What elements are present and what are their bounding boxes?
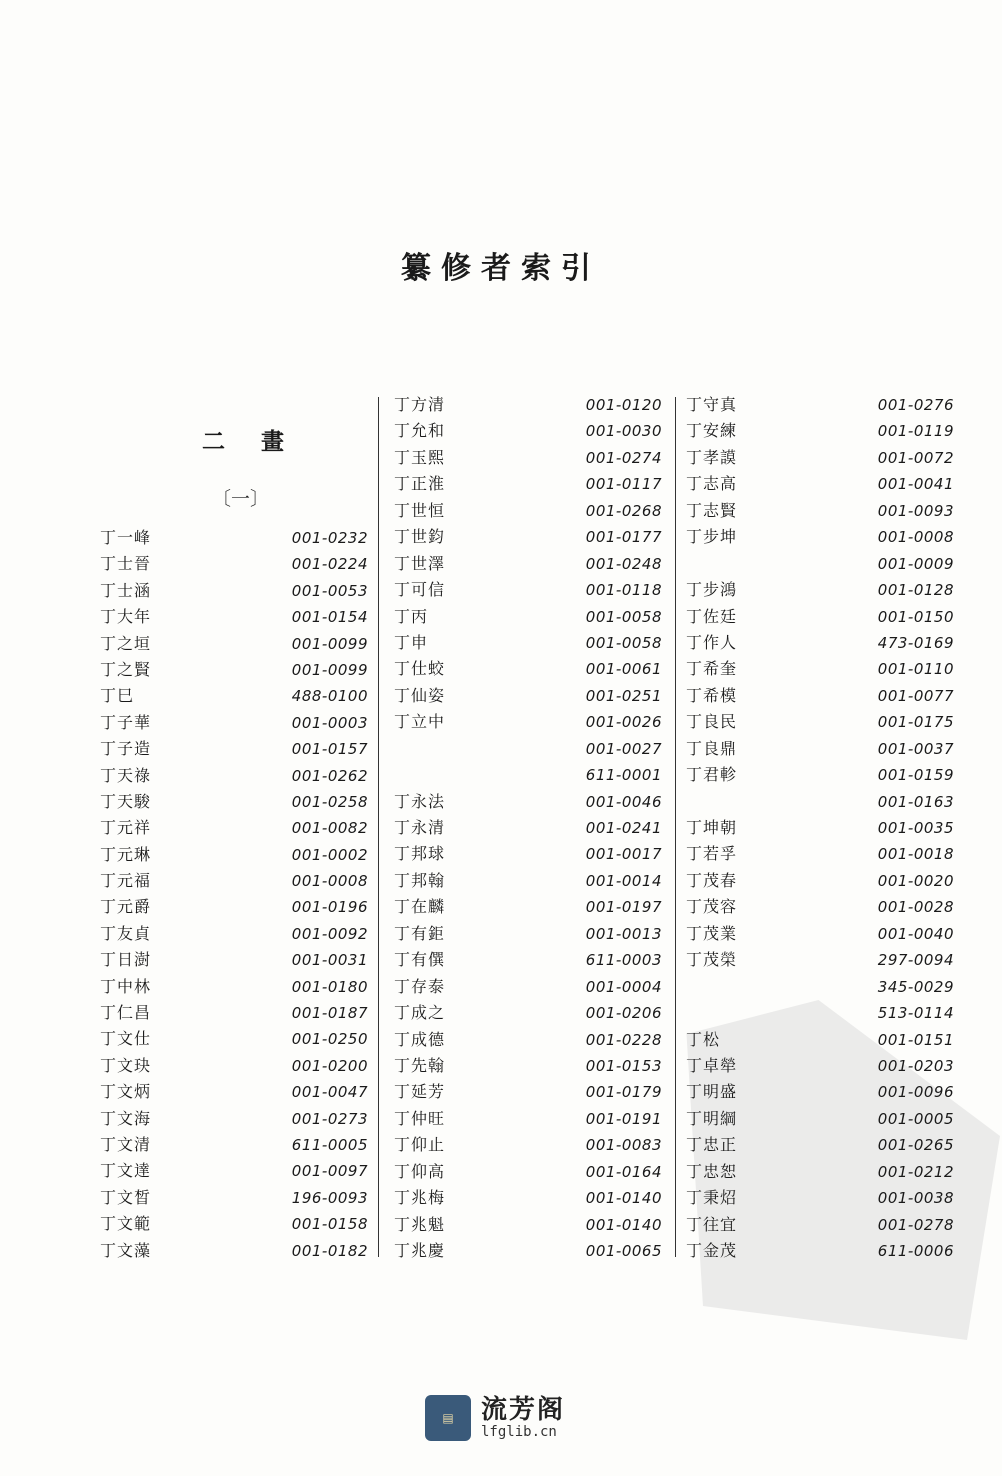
entry-code: 001-0003 xyxy=(291,713,368,732)
entry-code: 001-0212 xyxy=(877,1162,954,1181)
index-entry xyxy=(686,1027,954,1053)
index-entry xyxy=(100,974,368,1000)
entry-name: 丁立中 xyxy=(394,712,446,732)
index-entry xyxy=(686,1238,954,1264)
entry-name: 丁仲旺 xyxy=(394,1108,446,1128)
index-entry xyxy=(686,418,954,444)
index-entry xyxy=(100,1185,368,1211)
logo-name: 流芳阁 xyxy=(481,1395,566,1425)
index-entry xyxy=(686,736,954,762)
index-entry xyxy=(686,551,954,577)
index-column-3 xyxy=(686,392,954,1264)
entry-name: 丁往宜 xyxy=(686,1214,738,1234)
entry-code: 001-0028 xyxy=(877,898,954,917)
index-entry xyxy=(394,841,662,867)
entry-name: 丁有僎 xyxy=(394,950,446,970)
entry-code: 001-0157 xyxy=(291,740,368,759)
entry-code: 001-0004 xyxy=(585,977,662,996)
entry-code: 001-0082 xyxy=(291,819,368,838)
entry-name: 丁茂業 xyxy=(686,923,738,943)
entry-name: 丁松 xyxy=(686,1029,721,1049)
entry-code: 001-0159 xyxy=(877,766,954,785)
entry-name: 丁茂春 xyxy=(686,870,738,890)
entry-name: 丁仁昌 xyxy=(100,1003,152,1023)
entry-code: 001-0061 xyxy=(585,660,662,679)
index-entry xyxy=(394,1185,662,1211)
entry-name: 丁子造 xyxy=(100,739,152,759)
entry-name: 丁忠恕 xyxy=(686,1161,738,1181)
entry-code: 001-0140 xyxy=(585,1189,662,1208)
entry-code: 001-0228 xyxy=(585,1030,662,1049)
entry-code: 001-0110 xyxy=(877,660,954,679)
entry-code: 001-0099 xyxy=(291,634,368,653)
entry-code: 001-0265 xyxy=(877,1136,954,1155)
index-entry xyxy=(100,763,368,789)
entry-code: 001-0150 xyxy=(877,607,954,626)
index-entry xyxy=(100,631,368,657)
entry-code: 001-0153 xyxy=(585,1056,662,1075)
index-entry xyxy=(394,894,662,920)
index-entry xyxy=(394,1238,662,1264)
entry-code: 001-0035 xyxy=(877,819,954,837)
entry-name: 丁世鈞 xyxy=(394,527,446,547)
index-entry xyxy=(686,947,954,973)
entry-code: 001-0119 xyxy=(877,422,954,441)
index-entry xyxy=(686,471,954,497)
entry-code: 001-0027 xyxy=(585,739,662,758)
entry-code: 001-0191 xyxy=(585,1109,662,1128)
index-entry xyxy=(686,709,954,735)
entry-code: 001-0118 xyxy=(585,581,662,600)
entry-code: 001-0241 xyxy=(585,819,662,837)
entry-code: 001-0179 xyxy=(585,1083,662,1102)
index-entry xyxy=(394,789,662,815)
index-entry xyxy=(394,1053,662,1079)
index-entry xyxy=(394,1106,662,1132)
index-entry xyxy=(394,921,662,947)
entry-code: 001-0273 xyxy=(291,1109,368,1128)
entry-name: 丁希奎 xyxy=(686,659,738,679)
index-entry xyxy=(686,1185,954,1211)
index-entry xyxy=(686,524,954,550)
entry-code: 001-0009 xyxy=(877,554,954,573)
index-entry xyxy=(686,683,954,709)
entry-name: 丁君軫 xyxy=(686,765,738,785)
section-heading: 二 畫 xyxy=(202,428,299,455)
entry-name: 丁良鼎 xyxy=(686,738,738,758)
entry-code: 488-0100 xyxy=(291,687,368,706)
entry-code: 001-0232 xyxy=(291,529,368,547)
index-entry xyxy=(686,1079,954,1105)
entry-code: 001-0040 xyxy=(877,924,954,943)
index-entry xyxy=(100,683,368,709)
index-entry xyxy=(100,525,368,551)
entry-code: 611-0003 xyxy=(585,951,662,970)
logo-url: lfglib.cn xyxy=(481,1424,557,1440)
entry-name: 丁申 xyxy=(394,632,429,652)
index-entry xyxy=(394,1132,662,1158)
entry-name: 丁作人 xyxy=(686,632,738,652)
entry-code: 001-0274 xyxy=(585,448,662,467)
entry-name: 丁坤朝 xyxy=(686,818,738,837)
index-entry xyxy=(686,1000,954,1026)
entry-code: 001-0002 xyxy=(291,845,368,864)
index-entry xyxy=(394,1000,662,1026)
entry-name: 丁仙姿 xyxy=(394,685,446,705)
index-entry xyxy=(100,657,368,683)
index-entry xyxy=(686,445,954,471)
entry-name: 丁兆梅 xyxy=(394,1188,446,1208)
index-entry xyxy=(686,630,954,656)
index-entry xyxy=(394,947,662,973)
entry-name: 丁可信 xyxy=(394,580,446,600)
index-entry xyxy=(100,1211,368,1237)
entry-code: 001-0030 xyxy=(585,422,662,441)
entry-code: 196-0093 xyxy=(291,1188,368,1207)
entry-code: 001-0096 xyxy=(877,1083,954,1102)
entry-name: 丁明綱 xyxy=(686,1108,738,1128)
entry-name: 丁世澤 xyxy=(394,553,446,573)
index-entry xyxy=(394,392,662,418)
index-entry xyxy=(100,1106,368,1132)
entry-code: 001-0197 xyxy=(585,898,662,917)
entry-name: 丁之賢 xyxy=(100,659,152,679)
index-entry xyxy=(686,577,954,603)
entry-name: 丁延芳 xyxy=(394,1082,446,1102)
entry-name: 丁茂容 xyxy=(686,897,738,917)
index-entry xyxy=(686,894,954,920)
index-column-1 xyxy=(100,525,368,1264)
entry-code: 001-0008 xyxy=(291,872,368,891)
entry-code: 001-0187 xyxy=(291,1004,368,1023)
entry-code: 001-0058 xyxy=(585,607,662,626)
entry-name: 丁步坤 xyxy=(686,527,738,547)
entry-code: 001-0251 xyxy=(585,686,662,705)
entry-code: 001-0140 xyxy=(585,1215,662,1234)
entry-name: 丁仰止 xyxy=(394,1135,446,1155)
entry-code: 345-0029 xyxy=(877,977,954,996)
index-entry xyxy=(100,710,368,736)
entry-code: 001-0278 xyxy=(877,1215,954,1234)
entry-name: 丁茂榮 xyxy=(686,950,738,970)
index-entry xyxy=(394,551,662,577)
entry-code: 001-0200 xyxy=(291,1056,368,1075)
entry-code: 001-0258 xyxy=(291,792,368,811)
index-entry xyxy=(686,815,954,841)
entry-name: 丁永清 xyxy=(394,818,446,837)
index-entry xyxy=(394,709,662,735)
entry-code: 001-0037 xyxy=(877,739,954,758)
entry-code: 473-0169 xyxy=(877,633,954,652)
page-title: 纂修者索引 xyxy=(401,251,601,286)
entry-name: 丁邦球 xyxy=(394,844,446,864)
entry-code: 001-0175 xyxy=(877,713,954,732)
index-entry xyxy=(100,1026,368,1052)
index-column-2 xyxy=(394,392,662,1264)
entry-name: 丁守真 xyxy=(686,395,738,414)
entry-name: 丁元祥 xyxy=(100,818,152,838)
entry-code: 001-0046 xyxy=(585,792,662,811)
entry-code: 001-0250 xyxy=(291,1030,368,1049)
entry-code: 001-0203 xyxy=(877,1056,954,1075)
index-entry xyxy=(394,683,662,709)
site-logo[interactable] xyxy=(425,1395,565,1441)
index-entry xyxy=(394,524,662,550)
entry-name: 丁日澍 xyxy=(100,950,152,970)
entry-code: 001-0262 xyxy=(291,766,368,785)
entry-name: 丁安練 xyxy=(686,421,738,441)
index-entry xyxy=(394,604,662,630)
entry-code: 001-0041 xyxy=(877,475,954,494)
entry-name: 丁志賢 xyxy=(686,500,738,520)
index-entry xyxy=(100,604,368,630)
index-entry xyxy=(394,498,662,524)
entry-name: 丁在麟 xyxy=(394,897,446,917)
index-entry xyxy=(394,736,662,762)
index-entry xyxy=(100,1079,368,1105)
entry-code: 001-0065 xyxy=(585,1242,662,1260)
index-entry xyxy=(686,1106,954,1132)
entry-code: 001-0031 xyxy=(291,951,368,970)
entry-name: 丁友貞 xyxy=(100,923,152,943)
entry-name: 丁士晉 xyxy=(100,554,152,574)
index-entry xyxy=(394,762,662,788)
index-entry xyxy=(394,418,662,444)
entry-name: 丁天駿 xyxy=(100,791,152,811)
entry-code: 001-0151 xyxy=(877,1030,954,1049)
entry-name: 丁佐廷 xyxy=(686,606,738,626)
entry-name: 丁孝謨 xyxy=(686,447,738,467)
entry-code: 001-0017 xyxy=(585,845,662,864)
entry-code: 001-0268 xyxy=(585,501,662,520)
entry-name: 丁文晳 xyxy=(100,1187,152,1207)
entry-name: 丁成之 xyxy=(394,1003,446,1023)
entry-name: 丁卓犖 xyxy=(686,1055,738,1075)
entry-name: 丁步鴻 xyxy=(686,580,738,600)
index-entry xyxy=(686,1212,954,1238)
entry-name: 丁永法 xyxy=(394,791,446,811)
index-entry xyxy=(394,815,662,841)
entry-name: 丁文藻 xyxy=(100,1240,152,1260)
entry-code: 001-0099 xyxy=(291,660,368,679)
index-entry xyxy=(686,1132,954,1158)
entry-code: 001-0058 xyxy=(585,633,662,652)
index-entry xyxy=(686,762,954,788)
entry-name: 丁方清 xyxy=(394,395,446,414)
entry-name: 丁兆魁 xyxy=(394,1214,446,1234)
entry-name: 丁成德 xyxy=(394,1029,446,1049)
column-divider xyxy=(378,397,379,1257)
entry-name: 丁士涵 xyxy=(100,580,152,600)
index-entry xyxy=(394,1159,662,1185)
entry-name: 丁子華 xyxy=(100,712,152,732)
entry-code: 001-0013 xyxy=(585,924,662,943)
index-entry xyxy=(100,921,368,947)
index-entry xyxy=(394,445,662,471)
entry-code: 001-0020 xyxy=(877,871,954,890)
index-entry xyxy=(686,868,954,894)
entry-name: 丁正淮 xyxy=(394,474,446,494)
entry-name: 丁世恒 xyxy=(394,500,446,520)
entry-code: 513-0114 xyxy=(877,1004,954,1023)
index-entry xyxy=(394,1079,662,1105)
entry-code: 611-0005 xyxy=(291,1135,368,1154)
entry-code: 001-0158 xyxy=(291,1215,368,1234)
entry-code: 001-0248 xyxy=(585,554,662,573)
index-entry xyxy=(100,1000,368,1026)
entry-name: 丁秉炤 xyxy=(686,1188,738,1208)
entry-code: 001-0038 xyxy=(877,1189,954,1208)
entry-name: 丁志高 xyxy=(686,474,738,494)
entry-name: 丁之垣 xyxy=(100,633,152,653)
index-entry xyxy=(394,974,662,1000)
entry-code: 001-0083 xyxy=(585,1136,662,1155)
column-divider xyxy=(675,397,676,1257)
index-entry xyxy=(100,789,368,815)
entry-name: 丁巳 xyxy=(100,686,135,706)
index-entry xyxy=(394,577,662,603)
index-entry xyxy=(686,1053,954,1079)
entry-name: 丁中林 xyxy=(100,976,152,996)
entry-name: 丁文範 xyxy=(100,1214,152,1234)
entry-code: 001-0047 xyxy=(291,1083,368,1102)
entry-name: 丁仕蛟 xyxy=(394,659,446,679)
entry-name: 丁明盛 xyxy=(686,1082,738,1102)
index-entry xyxy=(100,736,368,762)
index-entry xyxy=(686,498,954,524)
entry-name: 丁忠正 xyxy=(686,1135,738,1155)
index-entry xyxy=(100,578,368,604)
entry-name: 丁先翰 xyxy=(394,1055,446,1075)
entry-code: 001-0177 xyxy=(585,528,662,547)
entry-name: 丁文達 xyxy=(100,1161,152,1181)
entry-name: 丁若孚 xyxy=(686,844,738,864)
entry-code: 611-0006 xyxy=(877,1242,954,1260)
entry-name: 丁天祿 xyxy=(100,765,152,785)
entry-name: 丁元福 xyxy=(100,871,152,891)
index-entry xyxy=(686,841,954,867)
entry-name: 丁玉熙 xyxy=(394,447,446,467)
index-entry xyxy=(100,1238,368,1264)
entry-name: 丁存泰 xyxy=(394,976,446,996)
entry-name: 丁邦翰 xyxy=(394,870,446,890)
entry-code: 001-0077 xyxy=(877,686,954,705)
entry-code: 001-0206 xyxy=(585,1004,662,1023)
entry-name: 丁元爵 xyxy=(100,897,152,917)
index-entry xyxy=(100,1053,368,1079)
index-entry xyxy=(100,947,368,973)
book-icon: ▤ xyxy=(425,1395,471,1441)
entry-code: 001-0093 xyxy=(877,501,954,520)
entry-code: 297-0094 xyxy=(877,951,954,970)
entry-code: 001-0276 xyxy=(877,396,954,414)
entry-name: 丁希模 xyxy=(686,685,738,705)
entry-name: 丁文清 xyxy=(100,1134,152,1154)
index-entry xyxy=(100,842,368,868)
entry-name: 丁一峰 xyxy=(100,528,152,547)
entry-code: 611-0001 xyxy=(585,766,662,785)
entry-code: 001-0014 xyxy=(585,871,662,890)
entry-name: 丁允和 xyxy=(394,421,446,441)
entry-code: 001-0053 xyxy=(291,581,368,600)
entry-code: 001-0008 xyxy=(877,528,954,547)
index-entry xyxy=(394,868,662,894)
entry-code: 001-0005 xyxy=(877,1109,954,1128)
entry-name: 丁文玦 xyxy=(100,1055,152,1075)
entry-name: 丁良民 xyxy=(686,712,738,732)
entry-code: 001-0163 xyxy=(877,792,954,811)
index-entry xyxy=(686,974,954,1000)
index-entry xyxy=(394,1212,662,1238)
entry-code: 001-0120 xyxy=(585,396,662,414)
entry-code: 001-0196 xyxy=(291,898,368,917)
entry-code: 001-0018 xyxy=(877,845,954,864)
entry-code: 001-0182 xyxy=(291,1241,368,1260)
index-entry xyxy=(686,789,954,815)
subsection-heading: 〔一〕 xyxy=(212,488,270,510)
index-entry xyxy=(394,630,662,656)
entry-name: 丁丙 xyxy=(394,606,429,626)
index-entry xyxy=(100,868,368,894)
index-entry xyxy=(394,1027,662,1053)
index-entry xyxy=(686,921,954,947)
index-entry xyxy=(686,392,954,418)
index-entry xyxy=(100,815,368,841)
entry-name: 丁金茂 xyxy=(686,1241,738,1260)
entry-name: 丁文炳 xyxy=(100,1082,152,1102)
index-entry xyxy=(394,656,662,682)
entry-code: 001-0072 xyxy=(877,448,954,467)
entry-code: 001-0154 xyxy=(291,608,368,627)
index-entry xyxy=(686,604,954,630)
index-entry xyxy=(100,1158,368,1184)
entry-code: 001-0092 xyxy=(291,924,368,943)
entry-name: 丁大年 xyxy=(100,607,152,627)
index-entry xyxy=(100,551,368,577)
entry-name: 丁元琳 xyxy=(100,844,152,864)
entry-name: 丁兆慶 xyxy=(394,1241,446,1260)
entry-code: 001-0117 xyxy=(585,475,662,494)
entry-code: 001-0164 xyxy=(585,1162,662,1181)
index-entry xyxy=(686,656,954,682)
entry-name: 丁有鉅 xyxy=(394,923,446,943)
index-entry xyxy=(394,471,662,497)
index-entry xyxy=(100,894,368,920)
entry-name: 丁文仕 xyxy=(100,1029,152,1049)
entry-code: 001-0224 xyxy=(291,555,368,574)
entry-name: 丁文海 xyxy=(100,1108,152,1128)
entry-name: 丁仰高 xyxy=(394,1161,446,1181)
entry-code: 001-0026 xyxy=(585,713,662,732)
entry-code: 001-0097 xyxy=(291,1162,368,1181)
entry-code: 001-0180 xyxy=(291,977,368,996)
entry-code: 001-0128 xyxy=(877,581,954,600)
index-entry xyxy=(100,1132,368,1158)
index-entry xyxy=(686,1159,954,1185)
